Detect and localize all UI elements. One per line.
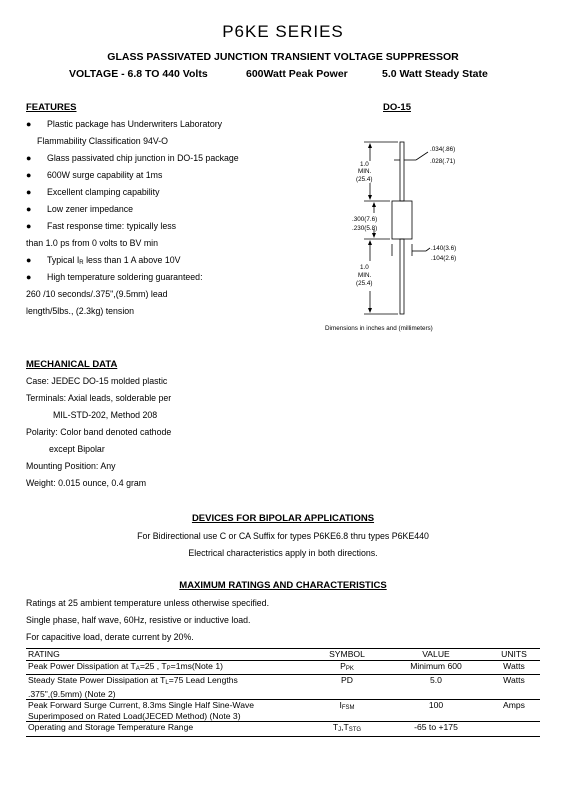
rating-cell: Operating and Storage Temperature Range bbox=[28, 722, 194, 732]
lead-dia-min: .028(.71) bbox=[430, 158, 456, 165]
table-row bbox=[26, 675, 540, 700]
lead-len-bottom-3: (25.4) bbox=[356, 280, 373, 287]
bullet-icon: ● bbox=[26, 221, 32, 231]
feature-item: Glass passivated chip junction in DO-15 package bbox=[47, 153, 239, 163]
symbol-cell: PPK bbox=[340, 660, 354, 672]
page-subtitle: GLASS PASSIVATED JUNCTION TRANSIENT VOLTAGE SUPPRESSOR bbox=[107, 51, 459, 63]
lead-len-top-2: MIN. bbox=[358, 168, 372, 175]
bullet-icon: ● bbox=[26, 255, 32, 265]
bullet-icon: ● bbox=[26, 272, 32, 282]
symbol-cell: PD bbox=[341, 675, 353, 685]
value-cell: 100 bbox=[428, 700, 444, 710]
steady-state-power: 5.0 Watt Steady State bbox=[382, 68, 488, 80]
bullet-icon: ● bbox=[26, 119, 32, 129]
mechanical-heading: MECHANICAL DATA bbox=[26, 359, 118, 370]
package-outline-diagram bbox=[318, 136, 478, 336]
mech-line: except Bipolar bbox=[49, 444, 105, 454]
lead-len-bottom-1: 1.0 bbox=[360, 264, 369, 271]
lead-bottom bbox=[400, 239, 404, 314]
body-len-max: .300(7.6) bbox=[352, 216, 378, 223]
mechanical-data bbox=[26, 373, 171, 492]
page-title: P6KE SERIES bbox=[222, 22, 344, 41]
bipolar-line-1: For Bidirectional use C or CA Suffix for types P6KE6.8 thru types P6KE440 bbox=[137, 531, 429, 541]
feature-item: 260 /10 seconds/.375",(9.5mm) lead bbox=[26, 289, 168, 299]
ratings-notes bbox=[26, 595, 269, 646]
diode-body bbox=[392, 201, 412, 239]
features-list bbox=[0, 116, 300, 326]
feature-item: than 1.0 ps from 0 volts to BV min bbox=[26, 238, 159, 248]
units-cell: Watts bbox=[503, 660, 525, 671]
feature-item: Fast response time: typically less bbox=[47, 221, 177, 231]
table-row bbox=[26, 660, 540, 675]
symbol-cell: TJ,TSTG bbox=[332, 722, 362, 733]
lead-dia-max: .034(.86) bbox=[430, 146, 456, 153]
col-rating: RATING bbox=[26, 649, 310, 661]
dimensions-caption: Dimensions in inches and (millimeters) bbox=[325, 325, 433, 332]
bullet-icon: ● bbox=[26, 187, 32, 197]
body-len-min: .230(5.8) bbox=[352, 225, 378, 232]
mech-line: Terminals: Axial leads, solderable per bbox=[26, 393, 172, 403]
value-cell: 5.0 bbox=[430, 675, 442, 685]
peak-power: 600Watt Peak Power bbox=[246, 68, 348, 80]
rating-cell: Steady State Power Dissipation at TL=75 Lead Lengths .375",(9.5mm) (Note 2) bbox=[28, 675, 238, 699]
body-dia-min: .104(2.6) bbox=[431, 255, 457, 262]
mech-line: Case: JEDEC DO-15 molded plastic bbox=[26, 376, 168, 386]
feature-item: Excellent clamping capability bbox=[47, 187, 160, 197]
value-cell: Minimum 600 bbox=[410, 660, 462, 671]
mech-line: Polarity: Color band denoted cathode bbox=[26, 427, 172, 437]
package-heading: DO-15 bbox=[383, 102, 411, 113]
lead-len-top-3: (25.4) bbox=[356, 176, 373, 183]
col-value: VALUE bbox=[384, 649, 488, 661]
rating-cell: Peak Forward Surge Current, 8.3ms Single Half Sine-Wave Superimposed on Rated Load(JECED Method) (Note 3) bbox=[28, 700, 255, 721]
feature-item: Plastic package has Underwriters Laboratory bbox=[47, 119, 223, 129]
col-units: UNITS bbox=[488, 649, 540, 661]
feature-item: length/5lbs., (2.3kg) tension bbox=[26, 306, 135, 316]
units-cell: Amps bbox=[503, 700, 525, 710]
bipolar-heading: DEVICES FOR BIPOLAR APPLICATIONS bbox=[191, 513, 375, 524]
table-row bbox=[26, 722, 540, 737]
bullet-icon: ● bbox=[26, 153, 32, 163]
ratings-table-header bbox=[26, 649, 540, 661]
feature-item: High temperature soldering guaranteed: bbox=[47, 272, 203, 282]
value-cell: -65 to +175 bbox=[414, 722, 458, 732]
ratings-table bbox=[26, 648, 540, 737]
lead-len-bottom-2: MIN. bbox=[358, 272, 372, 279]
symbol-cell: IFSM bbox=[339, 700, 355, 711]
units-cell bbox=[488, 722, 540, 737]
lead-len-top-1: 1.0 bbox=[360, 161, 369, 168]
lead-top bbox=[400, 142, 404, 201]
ratings-note: Single phase, half wave, 60Hz, resistive or inductive load. bbox=[26, 615, 251, 625]
bullet-icon: ● bbox=[26, 204, 32, 214]
col-symbol: SYMBOL bbox=[310, 649, 384, 661]
bipolar-line-2: Electrical characteristics apply in both directions. bbox=[188, 548, 378, 558]
bullet-icon: ● bbox=[26, 170, 32, 180]
feature-item: Low zener impedance bbox=[47, 204, 134, 214]
features-heading: FEATURES bbox=[26, 102, 77, 113]
mech-line: Weight: 0.015 ounce, 0.4 gram bbox=[26, 478, 147, 488]
feature-item: 600W surge capability at 1ms bbox=[47, 170, 163, 180]
voltage-range: VOLTAGE - 6.8 TO 440 Volts bbox=[69, 68, 208, 80]
mech-line: Mounting Position: Any bbox=[26, 461, 116, 471]
body-dia-max: .140(3.6) bbox=[431, 245, 457, 252]
feature-item: Flammability Classification 94V-O bbox=[37, 136, 169, 146]
mech-line: MIL-STD-202, Method 208 bbox=[53, 410, 158, 420]
ratings-note: For capacitive load, derate current by 20%. bbox=[26, 632, 194, 642]
units-cell: Watts bbox=[503, 675, 525, 685]
ratings-heading: MAXIMUM RATINGS AND CHARACTERISTICS bbox=[179, 580, 387, 591]
ratings-note: Ratings at 25 ambient temperature unless otherwise specified. bbox=[26, 598, 270, 608]
table-row bbox=[26, 700, 540, 722]
rating-cell: Peak Power Dissipation at TA=25 , TP=1ms(Note 1) bbox=[28, 660, 223, 672]
feature-item: Typical IR less than 1 A above 10V bbox=[47, 255, 181, 266]
